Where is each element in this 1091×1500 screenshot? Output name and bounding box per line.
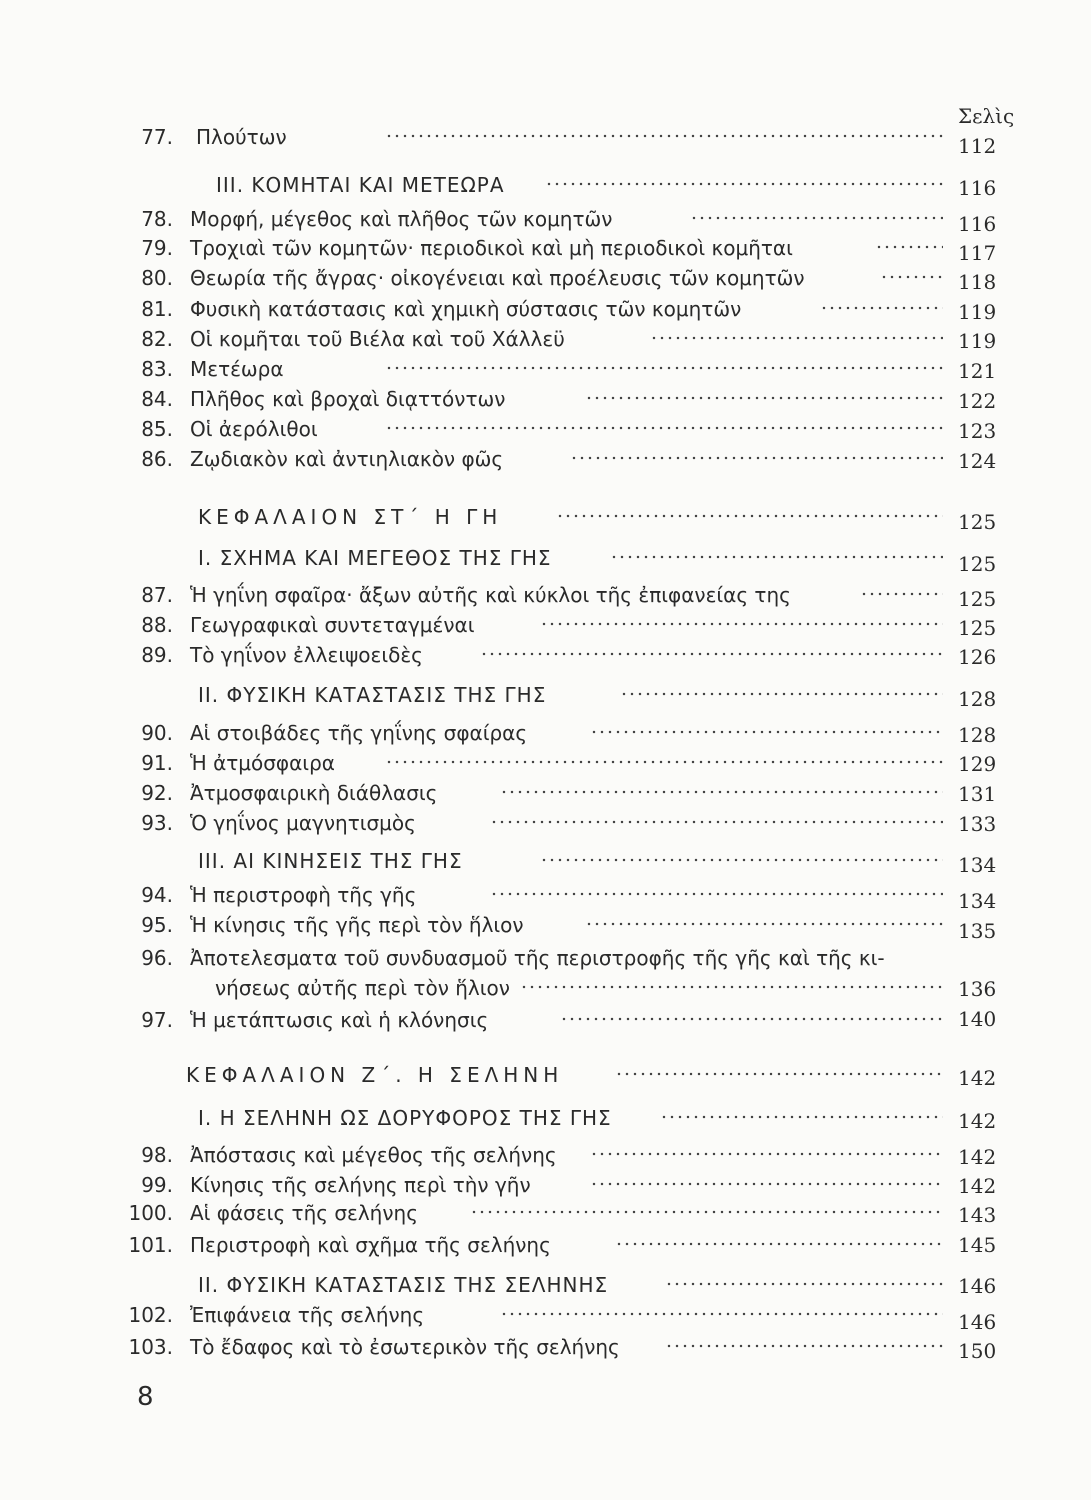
dot-leader xyxy=(665,1344,943,1348)
chapter-heading xyxy=(0,1060,1091,1090)
toc-entry xyxy=(0,640,1091,670)
page-number: 140 xyxy=(958,1007,997,1031)
entry-title: Οἱ κομῆται τοῦ Βιέλα καὶ τοῦ Χάλλεϋ xyxy=(190,327,565,351)
page-number: 121 xyxy=(958,359,997,383)
entry-title: Ἀπόστασις καὶ μέγεθος τῆς σελήνης xyxy=(190,1143,557,1167)
entry-title: Μορφή, μέγεθος καὶ πλῆθος τῶν κομητῶν xyxy=(190,207,613,231)
entry-title: I. Η ΣΕΛΗΝΗ ΩΣ ΔΟΡΥΦΟΡΟΣ ΤΗΣ ΓΗΣ xyxy=(198,1106,612,1130)
dot-leader xyxy=(385,366,943,370)
section-heading xyxy=(0,1103,1091,1133)
entry-number: 101. xyxy=(128,1233,173,1257)
page-number: 133 xyxy=(958,812,997,836)
page-number: 122 xyxy=(958,389,997,413)
page-number: 112 xyxy=(958,134,997,158)
entry-number: 95. xyxy=(141,913,173,937)
entry-title: III. ΚΟΜΗΤΑΙ ΚΑΙ ΜΕΤΕΩΡΑ xyxy=(216,173,505,197)
dot-leader xyxy=(590,1152,943,1156)
toc-entry xyxy=(0,910,1091,940)
entry-title: Κίνησις τῆς σελήνης περὶ τὴν γῆν xyxy=(190,1173,531,1197)
entry-number: 80. xyxy=(141,266,173,290)
entry-title: Ἐπιφάνεια τῆς σελήνης xyxy=(190,1303,425,1327)
page-number: 119 xyxy=(958,329,997,353)
entry-title: Μετέωρα xyxy=(190,357,284,381)
dot-leader xyxy=(860,592,943,596)
toc-entry xyxy=(0,718,1091,748)
entry-title: II. ΦΥΣΙΚΗ ΚΑΤΑΣΤΑΣΙΣ ΤΗΣ ΣΕΛΗΝΗΣ xyxy=(198,1273,609,1297)
page-number: 131 xyxy=(958,782,997,806)
dot-leader xyxy=(490,892,943,896)
page-number: 142 xyxy=(958,1109,997,1133)
toc-entry xyxy=(0,880,1091,910)
dot-leader xyxy=(585,396,943,400)
entry-number: 78. xyxy=(141,207,173,231)
dot-leader xyxy=(500,1312,943,1316)
page-number: 118 xyxy=(958,270,997,294)
dot-leader xyxy=(556,514,943,518)
entry-number: 82. xyxy=(141,327,173,351)
toc-entry xyxy=(0,610,1091,640)
page-number: 134 xyxy=(958,889,997,913)
toc-entry xyxy=(0,808,1091,838)
dot-leader xyxy=(650,336,943,340)
dot-leader xyxy=(615,1072,943,1076)
entry-number: 96. xyxy=(141,946,173,970)
entry-title: Ζῳδιακὸν καὶ ἀντιηλιακὸν φῶς xyxy=(190,447,504,471)
dot-leader xyxy=(820,306,943,310)
dot-leader xyxy=(875,245,943,249)
page-number: 125 xyxy=(958,510,997,534)
entry-number: 99. xyxy=(141,1173,173,1197)
dot-leader xyxy=(590,1182,943,1186)
dot-leader xyxy=(540,858,943,862)
entry-title: Πλούτων xyxy=(196,125,287,149)
entry-title: III. ΑΙ ΚΙΝΗΣΕΙΣ ΤΗΣ ΓΗΣ xyxy=(198,849,463,873)
toc-entry xyxy=(0,1170,1091,1200)
dot-leader xyxy=(470,1210,943,1214)
entry-title: Φυσικὴ κατάστασις καὶ χημικὴ σύστασις τῶν κομητῶν xyxy=(190,297,742,321)
entry-number: 91. xyxy=(141,751,173,775)
entry-title: II. ΦΥΣΙΚΗ ΚΑΤΑΣΤΑΣΙΣ ΤΗΣ ΓΗΣ xyxy=(198,683,547,707)
page-number: 126 xyxy=(958,645,997,669)
section-heading xyxy=(0,543,1091,573)
toc-entry xyxy=(0,748,1091,778)
dot-leader xyxy=(560,1017,943,1021)
page-number: 119 xyxy=(958,300,997,324)
toc-entry xyxy=(0,444,1091,474)
toc-entry xyxy=(0,973,1091,1003)
entry-title: Αἱ φάσεις τῆς σελήνης xyxy=(190,1201,418,1225)
page-number: 150 xyxy=(958,1339,997,1363)
entry-title: Ἀτμοσφαιρικὴ διάθλασις xyxy=(190,781,438,805)
entry-title: Ἡ περιστροφὴ τῆς γῆς xyxy=(190,883,417,907)
entry-title: Τροχιαὶ τῶν κομητῶν· περιοδικοὶ καὶ μὴ περιοδικοὶ κομῆται xyxy=(190,236,793,260)
page-number: 124 xyxy=(958,449,997,473)
toc-entry xyxy=(0,943,1091,973)
entry-title: Ἡ γηΐνη σφαῖρα· ἄξων αὐτῆς καὶ κύκλοι τῆς ἐπιφανείας της xyxy=(190,583,791,607)
entry-number: 77. xyxy=(141,125,173,149)
toc-entry xyxy=(0,1300,1091,1330)
dot-leader xyxy=(880,275,943,279)
page-number: 142 xyxy=(958,1174,997,1198)
entry-title: ΚΕΦΑΛΑΙΟΝ ΣΤ΄ Η ΓΗ xyxy=(198,505,503,529)
page-number: 123 xyxy=(958,419,997,443)
toc-entry xyxy=(0,414,1091,444)
toc-entry xyxy=(0,1005,1091,1035)
entry-title: Γεωγραφικαὶ συντεταγμέναι xyxy=(190,613,475,637)
entry-number: 83. xyxy=(141,357,173,381)
entry-number: 94. xyxy=(141,883,173,907)
page-number: 142 xyxy=(958,1145,997,1169)
dot-leader xyxy=(545,182,943,186)
toc-entry xyxy=(0,122,1091,152)
entry-number: 86. xyxy=(141,447,173,471)
dot-leader xyxy=(520,985,943,989)
toc-entry xyxy=(0,263,1091,293)
page-number: 146 xyxy=(958,1274,997,1298)
page-number: 146 xyxy=(958,1310,997,1334)
dot-leader xyxy=(385,426,943,430)
page-number: 145 xyxy=(958,1233,997,1257)
entry-number: 87. xyxy=(141,583,173,607)
dot-leader xyxy=(660,1115,943,1119)
entry-title: Ἡ κίνησις τῆς γῆς περὶ τὸν ἥλιον xyxy=(190,913,524,937)
page-number: 116 xyxy=(958,212,997,236)
page-number: 143 xyxy=(958,1203,997,1227)
dot-leader xyxy=(610,555,943,559)
entry-title: I. ΣΧΗΜΑ ΚΑΙ ΜΕΓΕΘΟΣ ΤΗΣ ΓΗΣ xyxy=(198,546,552,570)
section-heading xyxy=(0,170,1091,200)
dot-leader xyxy=(570,456,943,460)
entry-title: Πλῆθος καὶ βροχαὶ διᾳττόντων xyxy=(190,387,506,411)
entry-title: Ἡ μετάπτωσις καὶ ἡ κλόνησις xyxy=(190,1008,489,1032)
toc-entry xyxy=(0,354,1091,384)
page-number: 129 xyxy=(958,752,997,776)
toc-entry xyxy=(0,233,1091,263)
entry-number: 102. xyxy=(128,1303,173,1327)
page-number: 128 xyxy=(958,723,997,747)
page-number: 125 xyxy=(958,616,997,640)
entry-title: Περιστροφὴ καὶ σχῆμα τῆς σελήνης xyxy=(190,1233,551,1257)
entry-number: 97. xyxy=(141,1008,173,1032)
dot-leader xyxy=(385,134,943,138)
section-heading xyxy=(0,846,1091,876)
entry-number: 79. xyxy=(141,236,173,260)
entry-title: Αἱ στοιβάδες τῆς γηΐνης σφαίρας xyxy=(190,721,528,745)
entry-number: 90. xyxy=(141,721,173,745)
toc-entry xyxy=(0,384,1091,414)
entry-number: 85. xyxy=(141,417,173,441)
toc-entry xyxy=(0,580,1091,610)
entry-number: 92. xyxy=(141,781,173,805)
entry-title: Τὸ ἔδαφος καὶ τὸ ἐσωτερικὸν τῆς σελήνης xyxy=(190,1335,620,1359)
page-number: 125 xyxy=(958,552,997,576)
dot-leader xyxy=(385,760,943,764)
toc-entry xyxy=(0,778,1091,808)
toc-entry xyxy=(0,1332,1091,1362)
toc-entry xyxy=(0,204,1091,234)
section-heading xyxy=(0,680,1091,710)
page-column-header: Σελὶς xyxy=(958,104,1015,128)
page-number: 134 xyxy=(958,853,997,877)
toc-entry xyxy=(0,294,1091,324)
entry-title: νήσεως αὐτῆς περὶ τὸν ἥλιον xyxy=(215,976,510,1000)
dot-leader xyxy=(665,1282,943,1286)
dot-leader xyxy=(490,820,943,824)
page-number: 128 xyxy=(958,687,997,711)
entry-number: 93. xyxy=(141,811,173,835)
page-folio-number: 8 xyxy=(137,1382,154,1412)
page-number: 116 xyxy=(958,176,997,200)
dot-leader xyxy=(500,790,943,794)
section-heading xyxy=(0,1270,1091,1300)
entry-title: Τὸ γηΐνον ἐλλειψοειδὲς xyxy=(190,643,423,667)
toc-entry xyxy=(0,1230,1091,1260)
entry-title: Ἡ ἀτμόσφαιρα xyxy=(190,751,335,775)
toc-entry xyxy=(0,324,1091,354)
entry-number: 103. xyxy=(128,1335,173,1359)
dot-leader xyxy=(615,1242,943,1246)
dot-leader xyxy=(620,692,943,696)
chapter-heading xyxy=(0,502,1091,532)
entry-number: 81. xyxy=(141,297,173,321)
entry-title: ΚΕΦΑΛΑΙΟΝ Ζ΄. Η ΣΕΛΗΝΗ xyxy=(186,1063,564,1087)
page-number: 117 xyxy=(958,241,997,265)
entry-number: 89. xyxy=(141,643,173,667)
dot-leader xyxy=(690,216,943,220)
entry-number: 98. xyxy=(141,1143,173,1167)
entry-title: Ὁ γηΐνος μαγνητισμὸς xyxy=(190,811,416,835)
toc-entry xyxy=(0,1198,1091,1228)
page-number: 136 xyxy=(958,977,997,1001)
page-number: 135 xyxy=(958,919,997,943)
page-number: 125 xyxy=(958,587,997,611)
entry-number: 84. xyxy=(141,387,173,411)
entry-number: 88. xyxy=(141,613,173,637)
dot-leader xyxy=(585,922,943,926)
page-number: 142 xyxy=(958,1066,997,1090)
dot-leader xyxy=(480,652,943,656)
dot-leader xyxy=(590,730,943,734)
dot-leader xyxy=(540,622,943,626)
toc-entry xyxy=(0,1140,1091,1170)
entry-title: Οἱ ἀερόλιθοι xyxy=(190,417,318,441)
entry-number: 100. xyxy=(128,1201,173,1225)
entry-title: Θεωρία τῆς ἄγρας· οἰκογένειαι καὶ προέλευσις τῶν κομητῶν xyxy=(190,266,805,290)
entry-title: Ἀποτελεσματα τοῦ συνδυασμοῦ τῆς περιστροφῆς τῆς γῆς καὶ τῆς κι- xyxy=(190,946,885,970)
